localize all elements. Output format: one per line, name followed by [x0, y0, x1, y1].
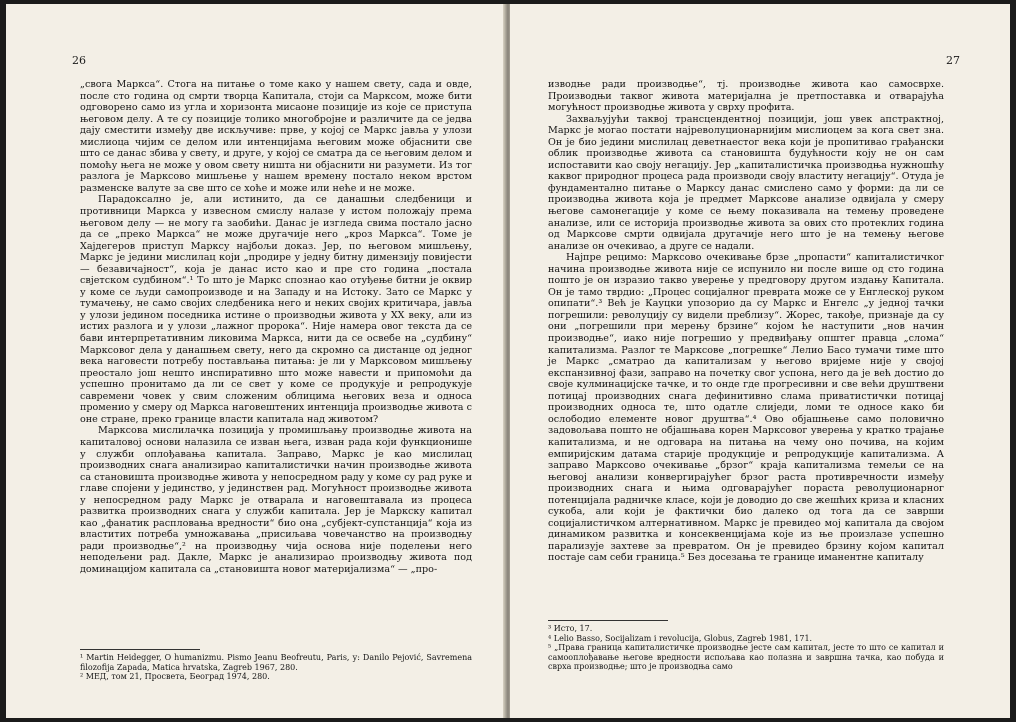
footnote-rule	[80, 649, 200, 650]
footnote-rule	[548, 620, 668, 621]
right-page	[510, 4, 1010, 718]
paragraph: Захваљујући таквој трансцендентној позицији, још увек апстрактној, Маркс је могао постати најреволуционарнијим мислиоцем за кога свет зна. Он је био једини мислилац деветнаестог века који је пропитивао грађански облик производње живота са становишта будућности коју не он сам испоставити као своју негацију. Јер „капиталистичка производња нужношћу каквог природног процеса рада производи своју властиту негацију“. Отуда је фундаментално питање о Марксу данас смислено само у форми: да ли се производња живота која је предмет Марксове анализе одвијала у смеру његове самонегације у коме се њему показивала на темењу проведене анализе, или се историја производње живота за ових сто протеклих година од Марксове смрти одвијала другачије него што је на темењу његове анализе он очекивао, а друге се надали.	[548, 113, 944, 252]
paragraph: „свога Маркса“. Стога на питање о томе како у нашем свету, сада и овде, после сто година од смрти творца Капитала, стоји са Марксом, може бити одговорено само из угла и хоризонта мисаоне позиције из које се приступа његовом делу. А те су позиције толико многобројне и различите да се једва дају сместити између две искључиве: прве, у којој се Маркс јавља у улози мислиоца чијим се делом или интенцијама његовим може објаснити све што се данас збива у свету, и друге, у којој се сматра да се његовим делом и помоћу њега не може у овом свету ништа ни објаснити ни разумети. Из тог разлога је Марксово мишљење у нашем времену постало неком врстом разменске валуте за све што се хоће и може или неће и не може.	[80, 79, 472, 194]
footnote: ⁵ „Права граница капиталистичке производње јесте сам капитал, јесте то што се капитал и самооплођавање његове вредности испољава као полазна и завршна тачка, као побуда и сврха производње; што је производња само	[548, 643, 944, 672]
page-body	[80, 79, 472, 576]
footnotes	[548, 624, 944, 672]
paragraph: Најпре рецимо: Марксово очекивање брзе „пропасти“ капиталистичког начина производње живота није се испунило ни после више од сто година пошто је он изразио такво уверење у предговору другом издању Капитала. Он је тамо тврдио: „Процес социјалног преврата може се у Енглеској руком опипати“.³ Већ је Кауцки упозорио да су Маркс и Енгелс „у једној тачки погрешили: револуцију су видели преблизу“. Жорес, такође, признаје да су они „погрешили при мерењу брзине“ којом ће наступити „нов начин производње“, иако није погрешио у предвиђању општег правца „слома“ капитализма. Разлог те Марксове „погрешке“ Лелио Басо тумачи тиме што је Маркс „сматрао да капитализам у његово вријеме није у својој експанзивној фази, заправо на почетку свог успона, него да је већ достио до своје кулминацијске тачке, и то онде где прогресивни и све већи друштвени потицај производних снага дефинитивно слама приватистички потицај производних односа те, што одатле слиједи, ломи те односе како би ослободио елементе новог друштва“.⁴ Ово објашњење само половично задовољава пошто не објашњава корен Марксовог уверења у кратко трајање капитализма, и не одговара на питања на чему оно почива, на којим емпиријским датама старије продукције и репродукције капитализма. А заправо Марксово очекивање „брзог“ краја капитализма темељи се на његовој анализи конвергирајућег брзог раста противречности између производних снага и њима одговарајућег пораста револуционарног потенцијала радничке класе, који је доводио до све жешћих криза и класних сукоба, али који је фактички био далеко од тога да се заврши социјалистичком алтернативном. Маркс је превидео мој капитала да својом динамиком развитка и консеквенцијама које из ње произлазе успешно парализује захтеве за превратом. Он је превидео брзину којом капитал постаје сам себи граница.⁵ Без досезања те границе иманентне капиталу	[548, 252, 944, 564]
footnote: ³ Исто, 17.	[548, 624, 593, 633]
page-number: 26	[72, 54, 86, 67]
footnote: ⁴ Lelio Basso, Socijalizam i revolucija, Globus, Zagreb 1981, 171.	[548, 633, 813, 643]
paragraph: Парадоксално је, али истинито, да се данашњи следбеници и противници Маркса у извесном смислу налазе у истом положају према његовом делу — не могу га заобићи. Данас је изгледа свима постало јасно да се „преко Маркса“ не може другачије него „кроз Маркса“. Томе је Хајдегеров приступ Марксу најбољи доказ. Јер, по његовом мишљењу, Маркс је једини мислилац који „продире у једну битну димензију повијести — безавичајност“, која је данас исто као и пре сто година „постала свјетском судбином“.¹ То што је Маркс спознао као отуђење битни је оквир у коме се људи самопроизводе и на Западу и на Истоку. Зато се Маркс у тумачењу, не само својих следбеника него и неких својих критичара, јавља у улози једином поседника истине о производњи живота у XX веку, али из истих разлога и у улози „лажног пророка“. Није намера овог текста да се бави интерпретативним ликовима Маркса, нити да се освебе на „судбину“ Марксовог дела у данашњем свету, него да скромно са дистанце од једног века наговести потребу постављања питања: је ли у Марксовом мишљењу преостало још нешто инспиративно што може навести и припомоћи да успешно пронитамо да ли се свет у коме се продукује и репродукује савремени човек у свим сложеним облицима његових веза и односа променио у смеру од Маркса наговештених интенција производње живота с оне стране, преко границе власти капитала над животом?	[80, 194, 472, 425]
page-body	[548, 79, 944, 564]
footnote: ¹ Martin Heidegger, O humanizmu. Pismo Jeanu Beofreutu, Paris, у: Danilo Pejović, Savremena filozofija Zapada, Matica hrvatska, Zagreb 1967, 280.	[80, 653, 472, 672]
footnote: ² МЕД, том 21, Просвета, Београд 1974, 280.	[80, 672, 270, 682]
paragraph: изводње ради производње“, тј. производње живота као самосврхе. Производњи таквог живота материјална је претпоставка и отварајућа могућност производње живота у сврху профита.	[548, 79, 944, 114]
left-page	[6, 4, 506, 718]
page-number: 27	[946, 54, 960, 67]
paragraph: Марксова мислилачка позиција у промишљању производње живота на капиталовој основи налазила се изван њега, изван рада који функционише у служби оплођавања капитала. Заправо, Маркс је као мислилац производних снага анализирао капиталистички начин производње живота са становишта производње живота у непосредном раду у коме су рад руке и главе спојени у јединство, у јединствен рад. Могућност производње живота у непосредном раду Маркс је отварала и наговештавала из процеса развитка производних снага у служби капитала. Јер је Маркску капитал као „фанатик распловања вредности“ био она „субјект-супстанција“ која из властитих потреба умножавања „присиљава човечанство на производњу ради производње“,² на производњу чија основа није поделењи него неподељени рад. Дакле, Маркс је анализирао производњу живота под доминацијом капитала са „становишта новог материјализма“ — „про-	[80, 425, 472, 575]
footnotes	[80, 653, 472, 682]
